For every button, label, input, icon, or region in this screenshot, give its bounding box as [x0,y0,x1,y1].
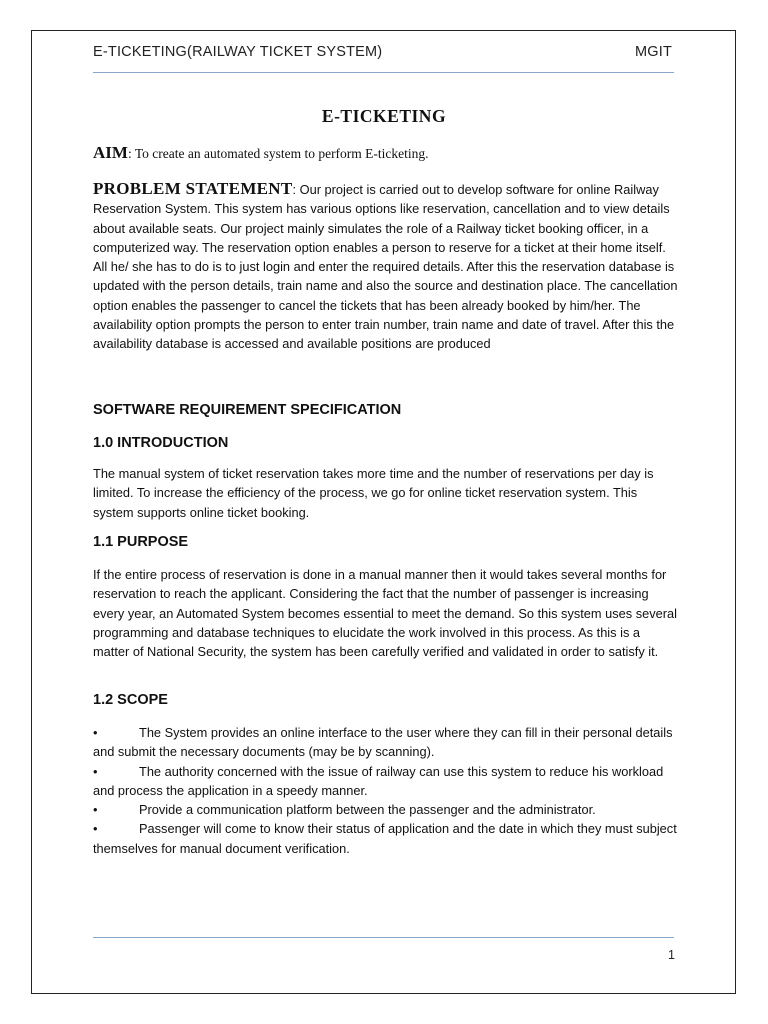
document-title: E-TICKETING [321,106,447,126]
scope-item-text: The System provides an online interface to the user where they can fill in their personal details and submit the necessary documents (may be by scanning). [93,725,673,760]
srs-heading: SOFTWARE REQUIREMENT SPECIFICATION [93,402,402,418]
problem-statement [93,179,678,354]
footer-rule [93,937,674,938]
problem-statement-text: : Our project is carried out to develop software for online Railway Reservation System. This system has various options like reservation, cancellation and to view details about available seats. Our project mainly simulates the role of a Railway ticket booking officer, in a computerized way. The reservation option enables a person to reserve for a ticket at their home itself. All he/ she has to do is to just login and enter the required details. After this the reservation database is updated with the person details, train name and also the source and destination place. The cancellation option enables the passenger to cancel the tickets that has been already booked by him/her. The availability option prompts the person to enter train number, train name and date of travel. After this the availability database is accessed and available positions are produced [93,182,678,352]
header-rule [93,72,674,73]
scope-list [93,723,678,858]
bullet-icon: • [93,763,98,779]
list-item [93,762,678,801]
header-org: MGIT [634,44,672,60]
header-title: E-TICKETING(RAILWAY TICKET SYSTEM) [93,44,383,60]
scope-item-text: The authority concerned with the issue of railway can use this system to reduce his workload and process the application in a speedy manner. [93,763,664,798]
list-item [93,819,678,858]
list-item [93,723,678,762]
list-item [93,800,678,819]
purpose-heading: 1.1 PURPOSE [93,534,189,550]
intro-text: The manual system of ticket reservation takes more time and the number of reservations per day is limited. To increase the efficiency of the process, we go for online ticket reservation system. This system supports online ticket booking. [93,466,654,520]
bullet-icon: • [93,802,98,818]
bullet-icon: • [93,821,98,837]
problem-statement-label: PROBLEM STATEMENT [93,179,293,198]
aim-text: : To create an automated system to perform E-ticketing. [127,146,429,161]
intro-heading: 1.0 INTRODUCTION [93,435,229,451]
bullet-icon: • [93,725,98,740]
scope-heading: 1.2 SCOPE [93,692,168,708]
purpose-text: If the entire process of reservation is done in a manual manner then it would takes several months for reservation to reach the applicant. Considering the fact that the number of passenger is increasing every year, an Automated System becomes essential to meet the demand. So this system uses several programming and database techniques to elucidate the work involved in this process. As this is a matter of National Security, the system has been carefully verified and validated in order to satisfy it. [93,567,677,660]
aim-label: AIM [93,143,128,162]
scope-item-text: Provide a communication platform between the passenger and the administrator. [139,802,596,818]
page-number: 1 [668,948,675,962]
scope-item-text: Passenger will come to know their status of application and the date in which they must subject themselves for manual document verification. [93,821,677,856]
aim-section [93,143,678,163]
